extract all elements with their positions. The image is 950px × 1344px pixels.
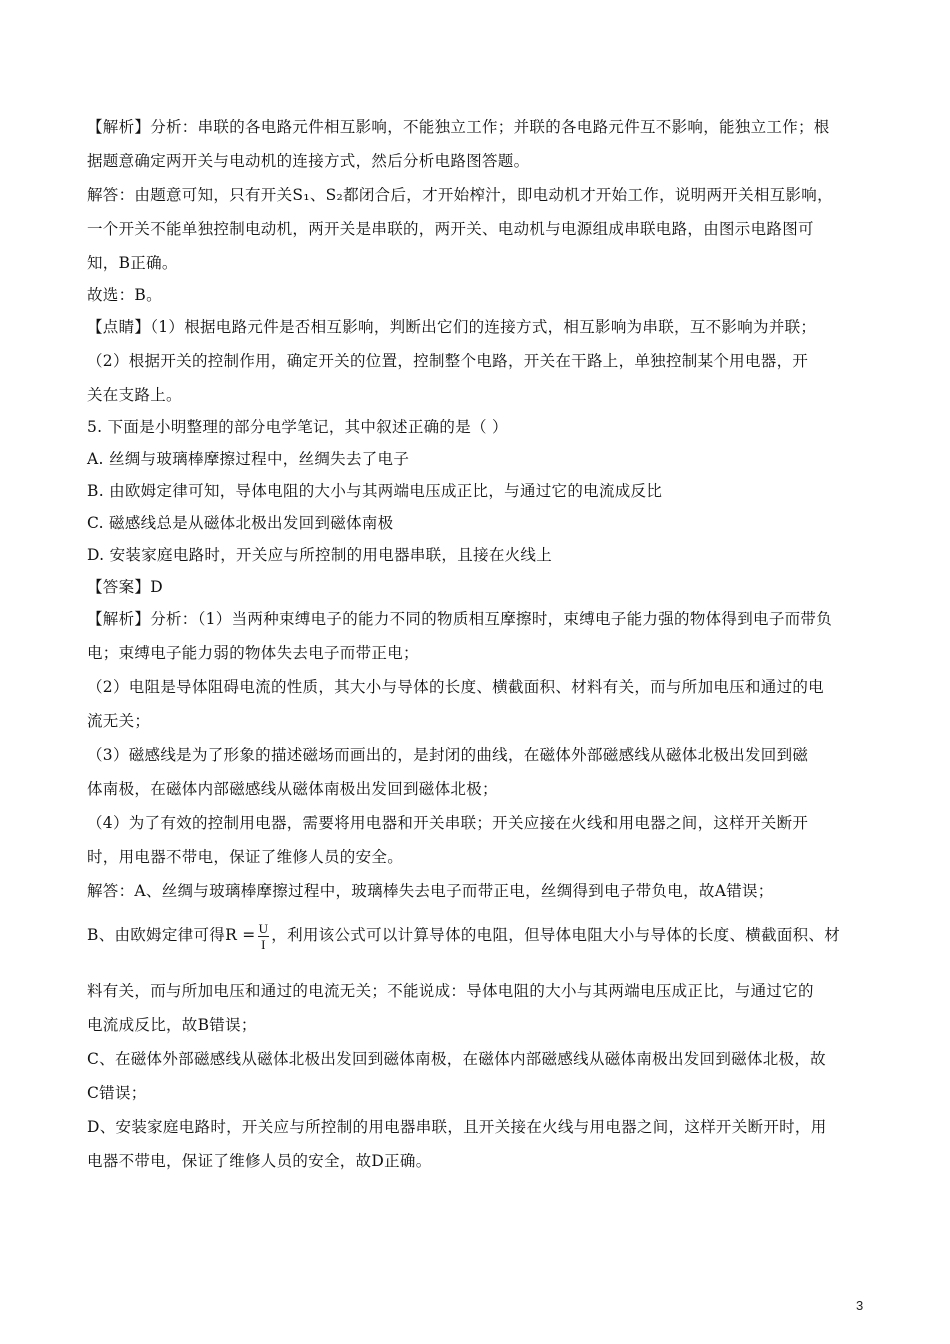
text-line: （2）电阻是导体阻碍电流的性质，其大小与导体的长度、横截面积、材料有关，而与所加电压和通过的电: [87, 678, 824, 696]
option-a: A. 丝绸与玻璃棒摩擦过程中，丝绸失去了电子: [87, 450, 410, 468]
fraction-numerator: U: [258, 920, 269, 936]
text-line: 体南极，在磁体内部磁感线从磁体南极出发回到磁体北极；: [87, 780, 498, 798]
text-line: （4）为了有效的控制用电器，需要将用电器和开关串联；开关应接在火线和用电器之间，这样开关断开: [87, 814, 809, 832]
text-line: 电器不带电，保证了维修人员的安全，故D正确。: [87, 1152, 432, 1170]
text-line: 料有关，而与所加电压和通过的电流无关；不能说成：导体电阻的大小与其两端电压成正比，与通过它的: [87, 982, 814, 1000]
fraction-denominator: I: [261, 936, 266, 952]
option-b: B. 由欧姆定律可知，导体电阻的大小与其两端电压成正比，与通过它的电流成反比: [87, 482, 663, 500]
formula-prefix: B、由欧姆定律可得R =: [87, 926, 256, 944]
text-line: 解答：A、丝绸与玻璃棒摩擦过程中，玻璃棒失去电子而带正电，丝绸得到电子带负电，故A错误；: [87, 882, 774, 900]
option-d: D. 安装家庭电路时，开关应与所控制的用电器串联，且接在火线上: [87, 546, 553, 564]
text-line: 【解析】分析：串联的各电路元件相互影响，不能独立工作；并联的各电路元件互不影响，能独立工作；根: [87, 118, 830, 136]
option-c: C. 磁感线总是从磁体北极出发回到磁体南极: [87, 514, 394, 532]
text-line: 电流成反比，故B错误；: [87, 1016, 257, 1034]
text-line: 关在支路上。: [87, 386, 182, 404]
text-line: 知，B正确。: [87, 254, 178, 272]
text-line: 据题意确定两开关与电动机的连接方式，然后分析电路图答题。: [87, 152, 530, 170]
text-line: C、在磁体外部磁感线从磁体北极出发回到磁体南极，在磁体内部磁感线从磁体南极出发回到磁体北极，故: [87, 1050, 826, 1068]
text-line: 解答：由题意可知，只有开关S₁、S₂都闭合后，才开始榨汁，即电动机才开始工作，说明两开关相互影响，: [87, 186, 833, 204]
text-line: 一个开关不能单独控制电动机，两开关是串联的，两开关、电动机与电源组成串联电路，由图示电路图可: [87, 220, 814, 238]
document-body: [87, 112, 867, 1180]
text-line: C错误；: [87, 1084, 147, 1102]
text-line: （3）磁感线是为了形象的描述磁场而画出的，是封闭的曲线，在磁体外部磁感线从磁体北极出发回到磁: [87, 746, 809, 764]
text-line: （2）根据开关的控制作用，确定开关的位置，控制整个电路，开关在干路上，单独控制某个用电器，开: [87, 352, 809, 370]
page-number: 3: [856, 1298, 864, 1313]
text-line: 【点睛】（1）根据电路元件是否相互影响，判断出它们的连接方式，相互影响为串联，互不影响为并联；: [87, 318, 817, 336]
formula-line: [87, 910, 867, 976]
formula-suffix: ，利用该公式可以计算导体的电阻，但导体电阻大小与导体的长度、横截面积、材: [271, 926, 841, 944]
question-title: 5. 下面是小明整理的部分电学笔记，其中叙述正确的是（ ）: [87, 418, 508, 436]
text-line: 【解析】分析：（1）当两种束缚电子的能力不同的物质相互摩擦时，束缚电子能力强的物体得到电子而带负: [87, 610, 833, 628]
text-line: 流无关；: [87, 712, 151, 730]
text-line: D、安装家庭电路时，开关应与所控制的用电器串联，且开关接在火线与用电器之间，这样开关断开时，用: [87, 1118, 827, 1136]
text-line: 时，用电器不带电，保证了维修人员的安全。: [87, 848, 404, 866]
text-line: 故选：B。: [87, 286, 162, 304]
ohm-fraction: [258, 921, 270, 952]
answer: 【答案】D: [87, 578, 163, 596]
text-line: 电；束缚电子能力弱的物体失去电子而带正电；: [87, 644, 419, 662]
